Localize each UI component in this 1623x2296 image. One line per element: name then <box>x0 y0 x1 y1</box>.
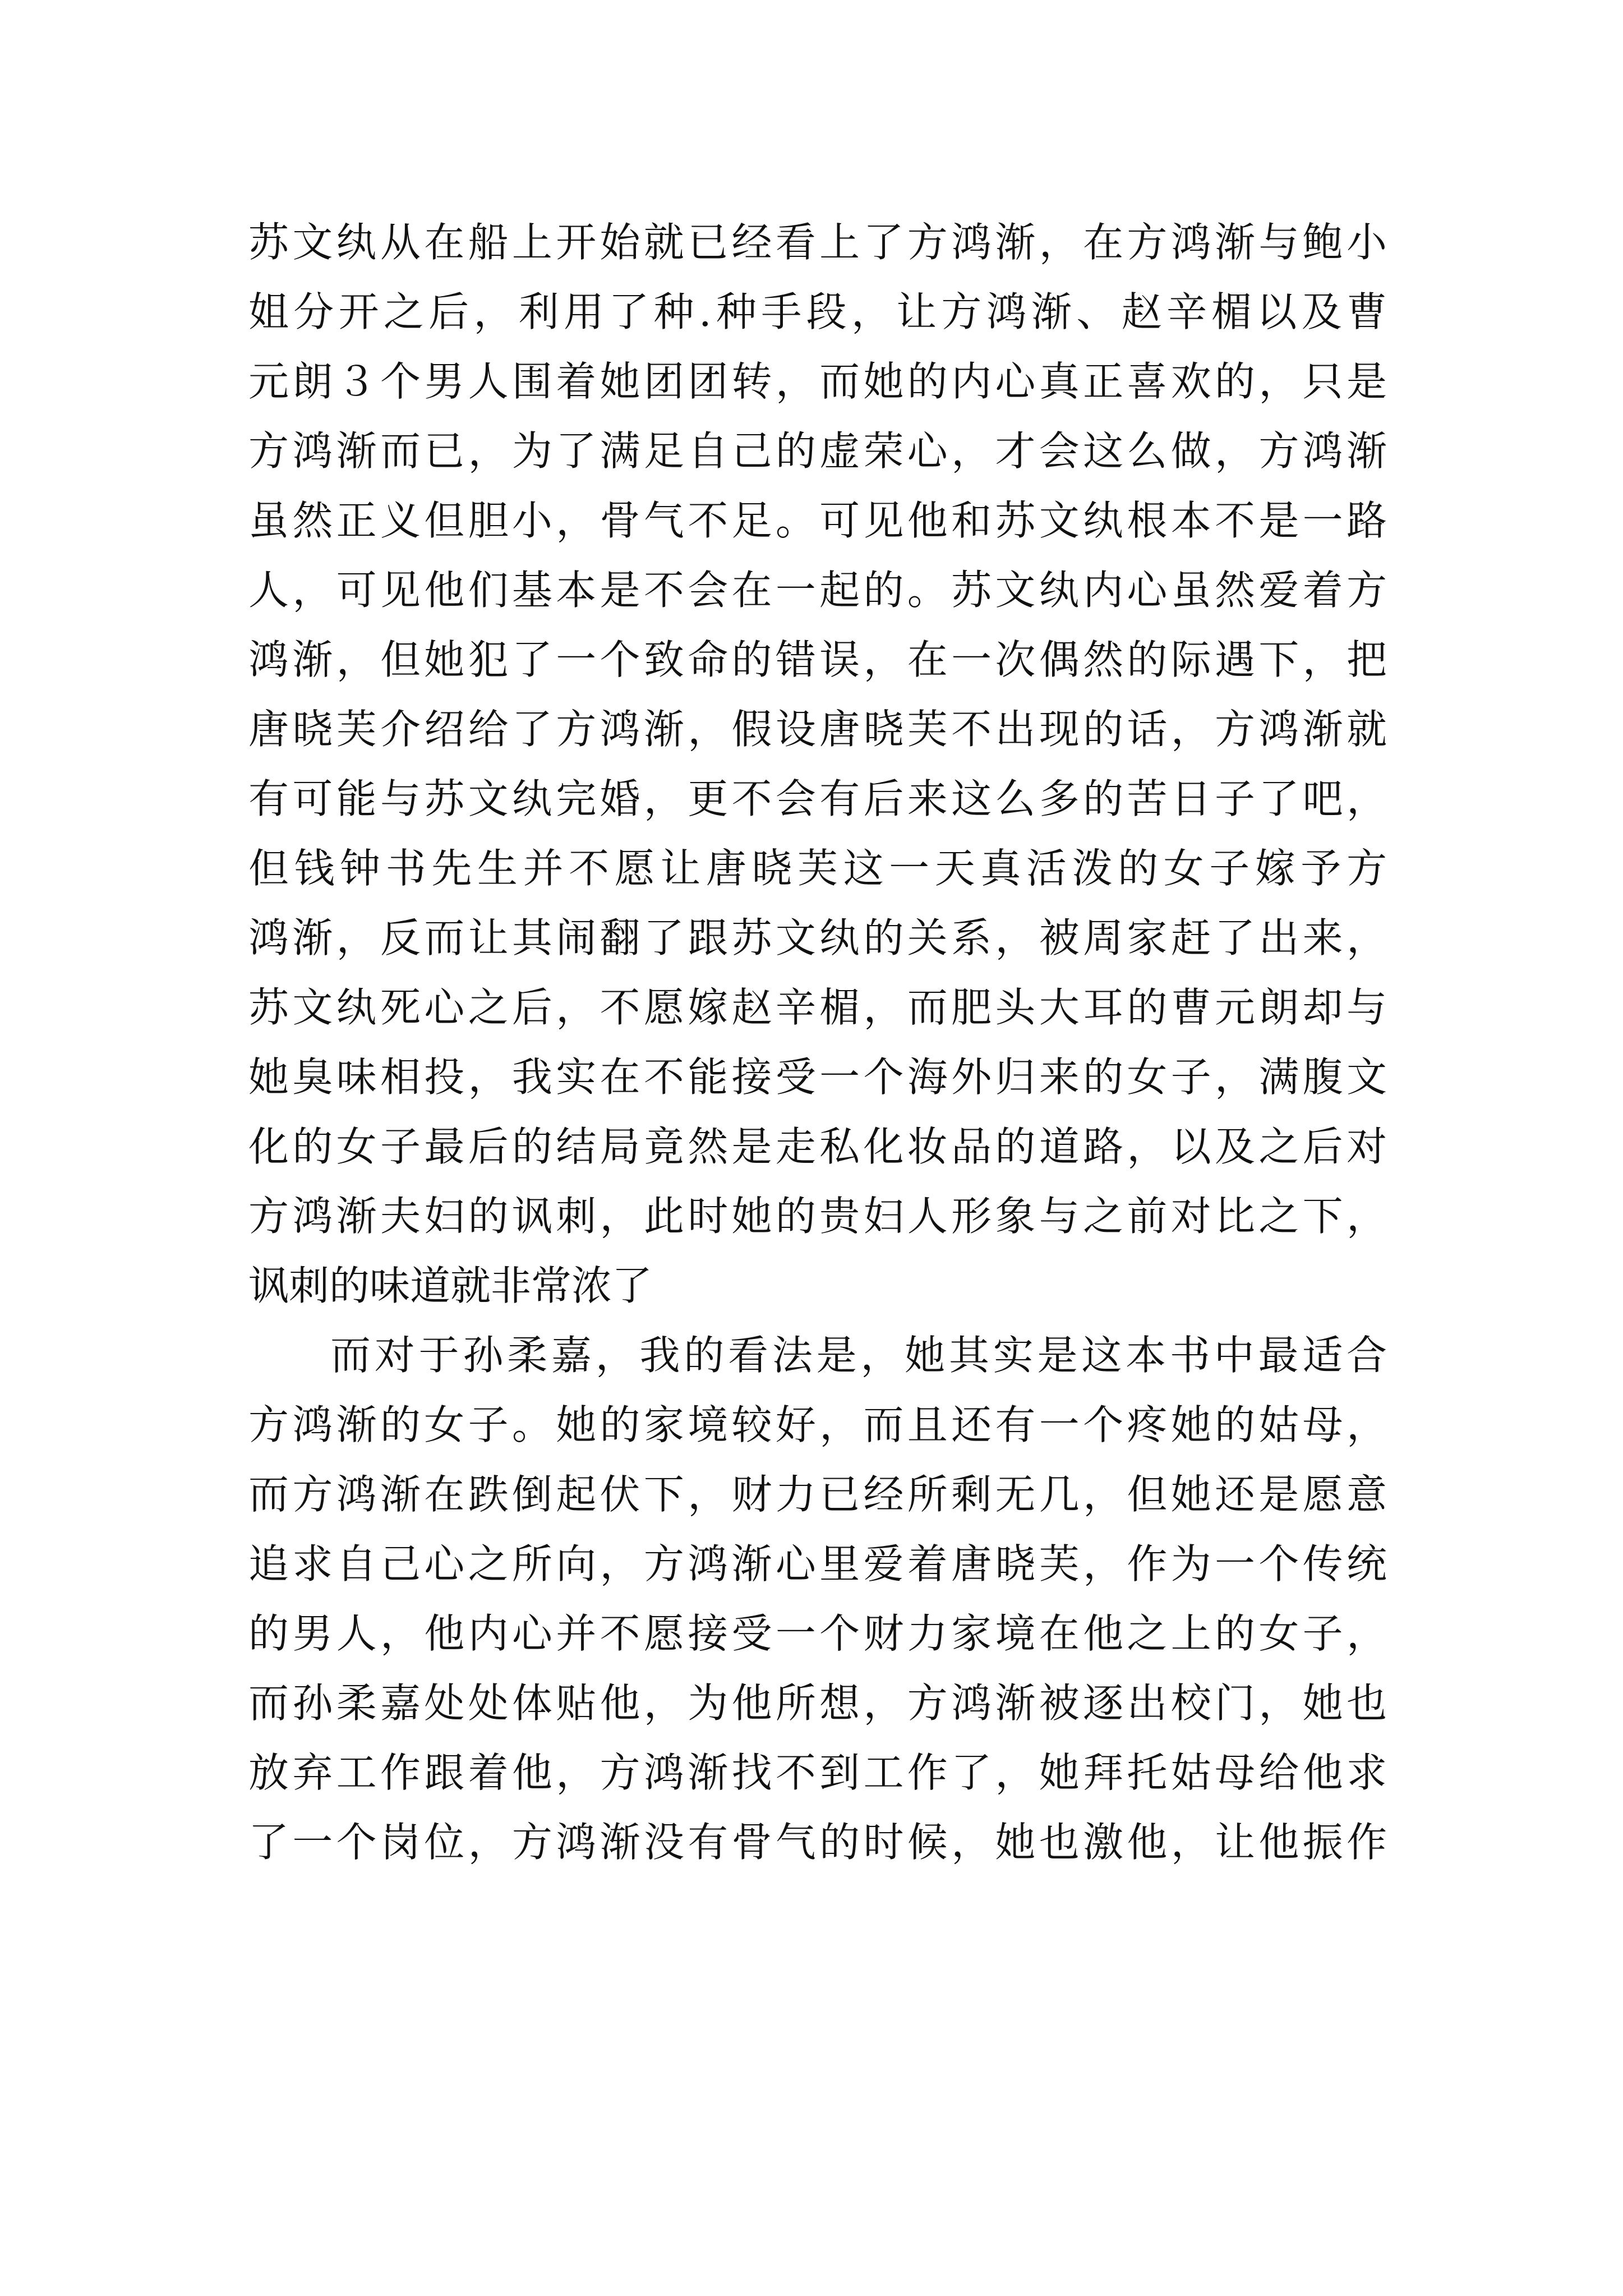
text-line: 追求自己心之所向，方鸿渐心里爱着唐晓芙，作为一个传统 <box>248 1540 1387 1588</box>
text-line: 但钱钟书先生并不愿让唐晓芙这一天真活泼的女子嫁予方 <box>248 845 1387 892</box>
text-line: 人，可见他们基本是不会在一起的。苏文纨内心虽然爱着方 <box>248 567 1387 614</box>
text-line: 方鸿渐而已，为了满足自己的虚荣心，才会这么做，方鸿渐 <box>248 427 1387 475</box>
text-line: 方鸿渐夫妇的讽刺，此时她的贵妇人形象与之前对比之下， <box>248 1193 1387 1240</box>
text-line: 方鸿渐的女子。她的家境较好，而且还有一个疼她的姑母， <box>248 1401 1387 1448</box>
text-line: 有可能与苏文纨完婚，更不会有后来这么多的苦日子了吧， <box>248 775 1387 822</box>
text-line: 鸿渐，但她犯了一个致命的错误，在一次偶然的际遇下，把 <box>248 636 1387 683</box>
text-line: 而方鸿渐在跌倒起伏下，财力已经所剩无几，但她还是愿意 <box>248 1471 1387 1518</box>
text-line: 而孙柔嘉处处体贴他，为他所想，方鸿渐被逐出校门，她也 <box>248 1680 1387 1727</box>
text-line: 姐分开之后，利用了种.种手段，让方鸿渐、赵辛楣以及曹 <box>248 288 1387 335</box>
text-line: 鸿渐，反而让其闹翻了跟苏文纨的关系，被周家赶了出来， <box>248 914 1387 961</box>
paragraph-1 <box>248 208 1387 1320</box>
text-line: 虽然正义但胆小，骨气不足。可见他和苏文纨根本不是一路 <box>248 497 1387 544</box>
text-line: 讽刺的味道就非常浓了 <box>248 1262 653 1309</box>
body-text <box>248 208 1387 1877</box>
text-line: 化的女子最后的结局竟然是走私化妆品的道路，以及之后对 <box>248 1123 1387 1170</box>
text-line: 她臭味相投，我实在不能接受一个海外归来的女子，满腹文 <box>248 1053 1387 1101</box>
paragraph-2 <box>248 1320 1387 1877</box>
text-line: 苏文纨从在船上开始就已经看上了方鸿渐，在方鸿渐与鲍小 <box>248 219 1387 266</box>
text-line: 了一个岗位，方鸿渐没有骨气的时候，她也激他，让他振作 <box>248 1819 1387 1866</box>
text-line: 的男人，他内心并不愿接受一个财力家境在他之上的女子， <box>248 1610 1387 1657</box>
text-line: 而对于孙柔嘉，我的看法是，她其实是这本书中最适合 <box>330 1332 1387 1379</box>
text-line: 元朗３个男人围着她团团转，而她的内心真正喜欢的，只是 <box>248 358 1387 405</box>
text-line: 苏文纨死心之后，不愿嫁赵辛楣，而肥头大耳的曹元朗却与 <box>248 984 1387 1031</box>
text-line: 放弃工作跟着他，方鸿渐找不到工作了，她拜托姑母给他求 <box>248 1749 1387 1796</box>
text-line: 唐晓芙介绍给了方鸿渐，假设唐晓芙不出现的话，方鸿渐就 <box>248 706 1387 753</box>
